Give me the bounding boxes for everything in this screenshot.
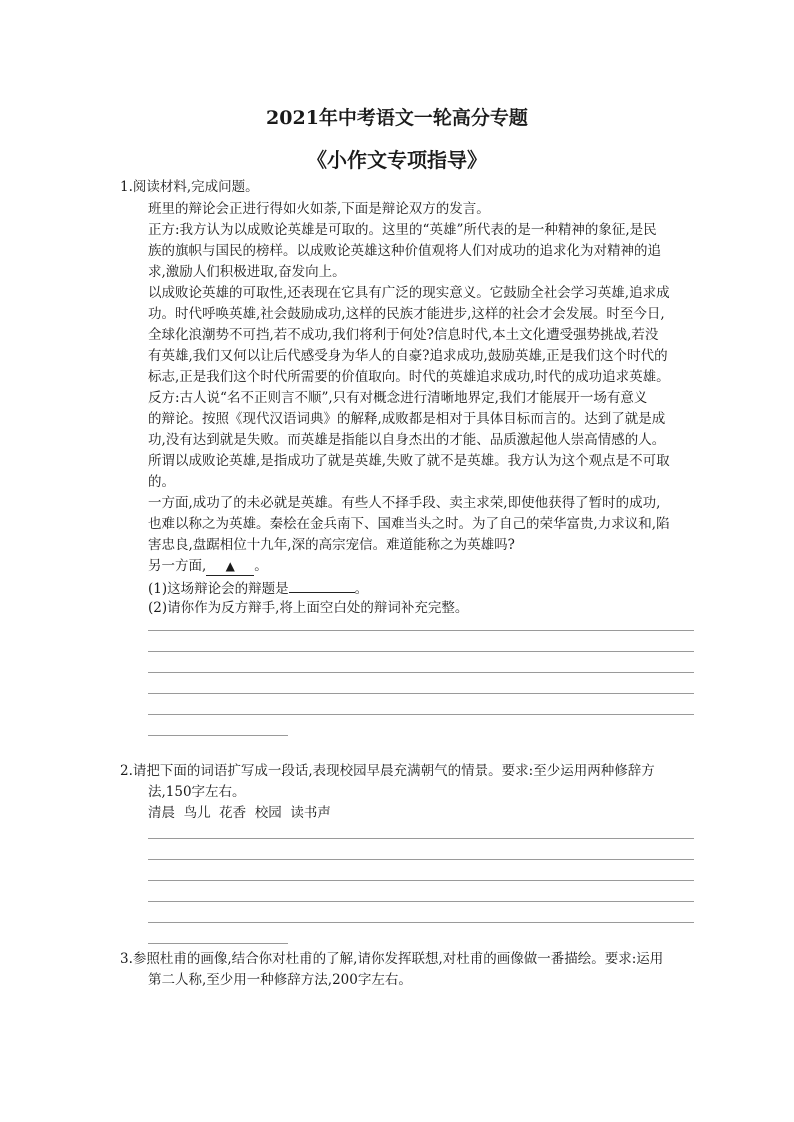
q1-text-line: 班里的辩论会正进行得如火如荼,下面是辩论双方的发言。 [148, 201, 490, 217]
q1-text-line: 全球化浪潮势不可挡,若不成功,我们将利于何处?信息时代,本土文化遭受强势挑战,若没 [148, 327, 659, 343]
q3-header-cont: 第二人称,至少用一种修辞方法,200字左右。 [148, 972, 412, 988]
q1-text-line: 有英雄,我们又何以让后代感受身为华人的自豪?追求成功,鼓励英雄,正是我们这个时代的 [148, 348, 668, 364]
blank-prefix: 另一方面, [148, 558, 207, 574]
answer-line[interactable] [148, 735, 288, 736]
answer-line[interactable] [148, 880, 694, 881]
q1-sub-question-1 [148, 578, 368, 598]
answer-line[interactable] [148, 672, 694, 673]
answer-line[interactable] [148, 630, 694, 631]
q1-header: 1.阅读材料,完成问题。 [120, 179, 259, 195]
answer-line[interactable] [148, 838, 694, 839]
answer-line[interactable] [148, 693, 694, 694]
q1-text-line: 求,激励人们积极进取,奋发向上。 [148, 264, 346, 280]
q1-sub-question-2: (2)请你作为反方辩手,将上面空白处的辩词补充完整。 [148, 600, 469, 616]
answer-line[interactable] [148, 859, 694, 860]
page-subtitle: 《小作文专项指导》 [307, 148, 487, 172]
q1-text-line: 以成败论英雄的可取性,还表现在它具有广泛的现实意义。它鼓励全社会学习英雄,追求成 [148, 285, 670, 301]
q2-word-list: 清晨 鸟儿 花香 校园 读书声 [148, 805, 331, 821]
answer-line[interactable] [148, 922, 694, 923]
q2-header-cont: 法,150字左右。 [148, 784, 246, 800]
q1-text-line: 功,没有达到就是失败。而英雄是指能以自身杰出的才能、品质激起他人崇高情感的人。 [148, 432, 666, 448]
answer-line[interactable] [148, 943, 288, 944]
q1-text-line: 所谓以成败论英雄,是指成功了就是英雄,失败了就不是英雄。我方认为这个观点是不可取 [148, 453, 670, 469]
answer-line[interactable] [148, 714, 694, 715]
q1-text-line: 的辩论。按照《现代汉语词典》的解释,成败都是相对于具体目标而言的。达到了就是成 [148, 411, 666, 427]
q1-text-line: 族的旗帜与国民的榜样。以成败论英雄这种价值观将人们对成功的追求化为对精神的追 [148, 243, 661, 259]
q1-text-line: 也难以称之为英雄。秦桧在金兵南下、国难当头之时。为了自己的荣华富贵,力求议和,陷 [148, 516, 670, 532]
answer-line[interactable] [148, 651, 694, 652]
q1-blank-line [148, 557, 268, 576]
sub1-suffix: 。 [354, 581, 369, 597]
answer-blank[interactable] [206, 557, 254, 576]
page-title: 2021年中考语文一轮高分专题 [266, 107, 528, 129]
answer-line[interactable] [148, 901, 694, 902]
q1-text-line: 正方:我方认为以成败论英雄是可取的。这里的“英雄”所代表的是一种精神的象征,是民 [148, 222, 657, 238]
q1-text-line: 一方面,成功了的未必就是英雄。有些人不择手段、卖主求荣,即使他获得了暂时的成功, [148, 495, 661, 511]
q1-text-line: 反方:古人说“名不正则言不顺”,只有对概念进行清晰地界定,我们才能展开一场有意义 [148, 390, 648, 406]
sub1-prefix: (1)这场辩论会的辩题是 [148, 581, 289, 597]
q1-text-line: 的。 [148, 474, 175, 490]
blank-suffix: 。 [254, 558, 268, 574]
debate-topic-blank[interactable] [289, 578, 355, 593]
triangle-marker-icon: ▲ [225, 559, 235, 573]
q1-text-line: 害忠良,盘踞相位十九年,深的高宗宠信。难道能称之为英雄吗? [148, 537, 515, 553]
q3-header: 3.参照杜甫的画像,结合你对杜甫的了解,请你发挥联想,对杜甫的画像做一番描绘。要求:运用 [120, 951, 664, 967]
q2-header: 2.请把下面的词语扩写成一段话,表现校园早晨充满朝气的情景。要求:至少运用两种修辞方 [120, 763, 655, 779]
q1-text-line: 标志,正是我们这个时代所需要的价值取向。时代的英雄追求成功,时代的成功追求英雄。 [148, 369, 670, 385]
q1-text-line: 功。时代呼唤英雄,社会鼓励成功,这样的民族才能进步,这样的社会才会发展。时至今日, [148, 306, 665, 322]
